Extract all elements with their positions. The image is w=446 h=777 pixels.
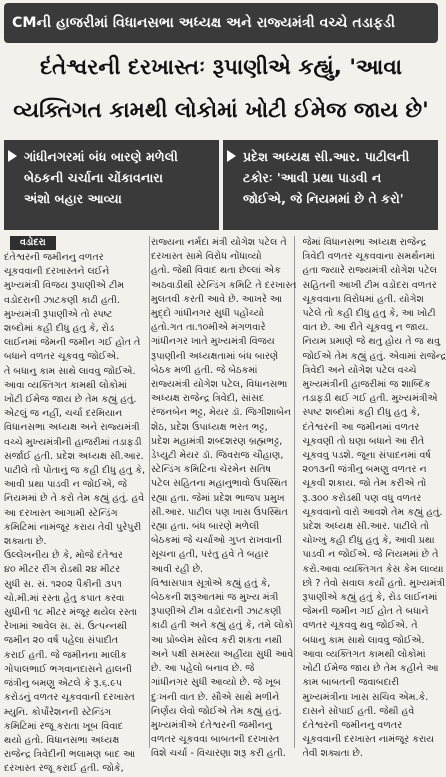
article-text-line: આ પ્રોબ્લેમ સોલ્વ કરી શકતા નથી bbox=[151, 634, 282, 646]
article-text-line: અને પક્ષી સમસ્યા અહીંયા સુધી આવે bbox=[151, 648, 294, 660]
article-text-line: રાજ્યમંત્રી યોગેશ પટેલ, વિધાનસભા bbox=[151, 379, 288, 391]
article-text-line: પટેલે તો કહી દીધુ હતુ કે, આ ખોટી bbox=[302, 308, 436, 320]
article-text-line: નિયમમાં છે તે કરો તેમ કહ્યું હતું. હવે bbox=[4, 493, 145, 505]
article-text-line: ડેપ્યુટી મેયર ડૉ. જિવરાજ ચૌહાણ, bbox=[151, 450, 284, 462]
article-text-line: જમીન ૨૦ વર્ષ પહેલા સંપાદીત bbox=[4, 635, 119, 647]
article-text-line: રૂપાણીએ કહ્યું હતું કે, રોડ લાઈનમાં bbox=[302, 592, 438, 604]
article-text-line: સુધી સ. સં. ૧૨૦૨ પૈકીની ૩૫૧ bbox=[4, 578, 122, 590]
article-text-line: રેખામાં આવેલ સ. સં. ઉત્પન્નથી bbox=[4, 621, 128, 633]
article-text-line: વળતર ચૂકવવા બાબતની દરખાસ્ત bbox=[151, 734, 280, 746]
article-text-line: દાસને સોંપાઈ હતી. જેથી હવે bbox=[302, 705, 415, 717]
headline bbox=[4, 46, 438, 132]
article-text-line: કમિટિમાં નામંજૂર કરાય તેવી પુરેપુરી bbox=[4, 521, 142, 533]
article-text-line: કરોડનું વળતર ચૂકવવાની દરખાસ્ત bbox=[4, 692, 135, 704]
article-text-line: છે. આ પહેલો બનાવ છે. જે bbox=[151, 663, 255, 675]
article-text-line: મ્યુનિ. કોર્પોરેશનની સ્ટેન્ડિંગ bbox=[4, 706, 112, 718]
article-text-line: હતો.ગત તા.૧૦મીએ મંગળવારે bbox=[151, 322, 266, 334]
article-text-line: બેઠકમાં જે ચર્ચાઓ ગુપ્ત રાખવાની bbox=[151, 535, 283, 547]
article-text-line: આવી પ્રથા પાડવી ન જોઈએ, જે bbox=[4, 479, 127, 491]
article-text-line: સ્ટેન્ડિંગ કમિટિના ચેરમેન સતિષ bbox=[151, 464, 271, 476]
article-text-line: વિશે ચર્ચા - વિચારણા શરૂ કરી હતી. bbox=[151, 748, 286, 760]
article-text-line: શેઠ, પ્રદેશ ઉપાધ્યક્ષ ભરત ભટ્ટ, bbox=[151, 421, 268, 433]
article-text-line: પ્રદેશ અધ્યક્ષ સી.આર. પાટીલે તો bbox=[302, 521, 430, 533]
article-text-line: બેઠકની શરૂઆતમાં જ મુખ્ય મંત્રી bbox=[151, 592, 279, 604]
article-text-line: લાઈનમાં જેમની જમીન ગઈ હોત તે bbox=[4, 337, 141, 349]
article-text-line: બેઠક મળી હતી. જે બેઠકમાં bbox=[151, 364, 258, 376]
article-text-line: પાડવી ન જોઈએ. જે નિયમમાં છે તે bbox=[302, 549, 439, 561]
triangle-bullet-icon bbox=[227, 150, 236, 162]
article-text-line: રૂપાણીની અધ્યક્ષતામાં બંધ બારણે bbox=[151, 350, 279, 362]
article-text-line: વિધાનસભા અધ્યક્ષ અને રાજ્યમંત્રી bbox=[4, 422, 140, 434]
article-text-line: જંત્રીનુ બમણુ એટલે કે રૂ.૬.૯૫ bbox=[4, 678, 123, 690]
article-text-line: ગાંધીનગર સુધી આવ્યો છે. જે ખૂબ bbox=[151, 677, 281, 689]
article-text-line: ચોખ્ખુ કહી દીધુ હતુ કે, આવી પ્રથા bbox=[302, 535, 435, 547]
article-text-line: સુધીની ૧૮ મીટર મંજૂર થયેલ રસ્તા bbox=[4, 607, 138, 619]
article-text-line: આવા વ્યક્તિગત કામથી લોકોમાં bbox=[302, 648, 426, 660]
article-text-line: આ દરખાસ્ત આગામી સ્ટેન્ડિંગ bbox=[4, 507, 118, 519]
dateline: વડોદરા bbox=[10, 236, 56, 250]
article-text-line: મુખ્યમંત્રી વિજય રૂપાણીએ ટીમ bbox=[4, 280, 125, 292]
article-text-line: દુઃખની વાત છે. સૌએ સાથે મળીને bbox=[151, 691, 280, 703]
article-text-line: દંતેશ્વરની જમીનનુ વળતર bbox=[4, 252, 104, 263]
article-text-line: ચૂકવી શકાય. જો તેમ કરીએ તો bbox=[302, 478, 427, 490]
article-text-line: ચૂકવવુ પડશે. જૂના સંપાદનમાં વર્ષ bbox=[302, 450, 431, 462]
article-text-line: સૂચના હતી, પરંતુ હવે તે બહાર bbox=[151, 549, 269, 561]
article-text-line: ચો.મી.માં રસ્તા હેતુ કપાત કરવા bbox=[4, 592, 125, 604]
article-text-line: જોઈએ તેમ કહ્યું હતું. એવામાં રાજેન્દ્ર bbox=[302, 350, 446, 362]
subheads bbox=[4, 140, 438, 230]
article-text-line: ચૂકવણી તો ઘણા બધાને આ રીતે bbox=[302, 435, 425, 447]
article-column-2 bbox=[151, 236, 297, 760]
article-text-line: ગોપાલભાઈ ભગવાનદાસને હાલની bbox=[4, 663, 132, 675]
article-text-line: સી.આર. પાટીલ પણ ખાસ ઉપસ્થિત bbox=[151, 506, 288, 518]
article-text-line: રાજ્યના નર્મદા મંત્રી યોગેશ પટેલ તે bbox=[151, 237, 287, 248]
article-text-line: વળતર ચૂકવવુ થવુ જોઈએ. તે bbox=[302, 620, 418, 632]
article-text-line: થયો હતો. વિધાનસભા અધ્યક્ષ bbox=[4, 734, 120, 746]
triangle-bullet-icon bbox=[8, 150, 17, 162]
article-text-line: નિયમ પ્રમાણે જે થતુ હોય તે જ થવુ bbox=[302, 336, 441, 348]
subhead-right-line: જોઈએ, જે નિયમમાં છે તે કરો' bbox=[243, 191, 404, 206]
article-text-line: મુખ્યમંત્રીના ખાસ સચિવ એમ.કે. bbox=[302, 691, 429, 703]
kicker-banner: CMની હાજરીમાં વિધાનસભા અધ્યક્ષ અને રાજ્યમંત્રી વચ્ચે તડાફડી bbox=[4, 3, 438, 43]
article-text-line: સહિતની આખી ટીમ વડોદરા વળતર bbox=[302, 279, 437, 291]
article-text-line: રૂપાણીએ ટીમ વડોદરાની ઝાટકણી bbox=[151, 606, 282, 618]
article-text-line: મુલતવી કરતી આવે છે. આખરે આ bbox=[151, 293, 283, 305]
article-text-line: ત્રિવેદી અને યોગેશ પટેલ વચ્ચે bbox=[302, 364, 417, 376]
article-text-line: ચૂકવવાના વિરોધમાં હતી. યોગેશ bbox=[302, 293, 424, 305]
subhead-right bbox=[223, 140, 438, 230]
subhead-right-line: પ્રદેશ અધ્યક્ષ સી.આર. પાટીલની bbox=[243, 149, 410, 164]
article-text-line: ખોટી ઈમેજ જાય છે તેમ કહીને આ bbox=[302, 663, 439, 675]
article-text-line: ૨૦૧૩ની જંત્રીનુ બમણુ વળતર ન bbox=[302, 464, 427, 476]
article-text-line: મુખ્યમંત્રીએ દંતેશ્વરની જમીનનુ bbox=[151, 719, 272, 731]
article-text-line: વચ્ચે મુખ્યમંત્રીની હાજરીમાં તડાફડી bbox=[4, 436, 142, 448]
subhead-left bbox=[4, 140, 219, 230]
article-text-line: મુદ્દો ગાંધીનગર સુધી પહોંચ્યો bbox=[151, 308, 265, 320]
article-text-line: દંતેશ્વરની જમીનનુ વળતર bbox=[302, 719, 403, 731]
article-text-line: મુખ્યમંત્રી રૂપાણીએ તો સ્પષ્ટ bbox=[4, 308, 113, 320]
article-text-line: કાઢી હતી અને કહ્યું હતું કે, તમે લોકો bbox=[151, 620, 293, 632]
article-text-line: રહ્યા હતા. બંધ બારણે મળેલી bbox=[151, 521, 260, 533]
article-text-line: ખોટી ઈમેજ જાય છે તેમ કહ્યું હતું. bbox=[4, 394, 137, 406]
article-column-3 bbox=[302, 236, 446, 760]
article-text-line: દરખાસ્ત રજૂ કરાઈ હતી. જોકે, bbox=[4, 763, 124, 775]
article-text-line: ઉલ્લેખનીય છે કે, મોજે દંતેશ્વર bbox=[4, 550, 123, 562]
article-text-line: ચૂકવવાની દરખાસ્તને લઈને bbox=[4, 266, 110, 278]
article-column-1 bbox=[4, 236, 146, 775]
article-text-line: ૪૦ મીટર રીંગ રોડથી ૨૪ મીટર bbox=[4, 564, 121, 576]
article-text-line: બધાને વળતર ચૂકવવુ જોઈએ. bbox=[4, 351, 120, 363]
article-text-line: રંજનબેન ભટ્ટ, મેયર ડૉ. જિગીશાબેન bbox=[151, 407, 292, 419]
article-text-line: બધાનુ કામ સાથે લાવવુ જોઈએ. bbox=[302, 634, 425, 646]
subhead-left-line: ગાંધીનગરમાં બંધ બારણે મળેલી bbox=[24, 149, 178, 164]
article-text-line: ચૂકવવાની દરખાસ્ત નામંજૂર કરાય bbox=[302, 734, 435, 746]
article-text-line: તે બધાનુ કામ સાથે લાવવુ જોઈએ. bbox=[4, 365, 136, 377]
article-text-line: કરાઈ હતી. જે જમીનના માલીક bbox=[4, 649, 127, 661]
article-text-line: એટલું જ નહીં, ચર્ચા દરમિયાન bbox=[4, 408, 123, 420]
article-text-line: સર્જાઈ હતી. પ્રદેશ અધ્યક્ષ સી.આર. bbox=[4, 450, 144, 462]
article-text-line: કમિટિમાં રજૂ કરાતા ખૂબ વિવાદ bbox=[4, 720, 124, 732]
article-text-line: કરો.આવા વ્યક્તિગત કેસ કેમ લાવ્યા bbox=[302, 563, 444, 575]
article-text-line: આવી રહી છે. bbox=[151, 563, 204, 575]
article-text-line: અઠવાડીથી સ્ટેન્ડિંગ કમિટિ તે દરખાસ્ત bbox=[151, 279, 297, 291]
article-text-line: ત્રિવેદી વળતર ચૂકવવાના સમર્થનમાં bbox=[302, 251, 435, 263]
headline-line-2: વ્યક્તિગત કામથી લોકોમાં ખોટી ઈમેજ જાય છે' bbox=[13, 98, 429, 123]
article-text-line: નિર્ણય લેવો જોઈએ તેમ કહ્યું હતું. bbox=[151, 705, 282, 717]
article-text-line: તડાફડી થઈ ગઈ હતી. મુખ્યમંત્રીએ bbox=[302, 393, 438, 405]
article-text-line: કામ બાબતની જવાબદારી bbox=[302, 677, 399, 689]
article-text-line: ગાંધીનગર ખાતે મુખ્યમંત્રી વિજય bbox=[151, 336, 275, 348]
article-text-line: મુખ્યમંત્રીની હાજરીમાં જ શાબ્દિક bbox=[302, 379, 431, 391]
article-text-line: રહ્યા હતા. જેમાં પ્રદેશ ભાજપ પ્રમુખ bbox=[151, 492, 285, 504]
article-text-line: વાત છે. આ રીતે ચૂકવવુ ન જાય. bbox=[302, 322, 429, 334]
article-text-line: ચૂકવવાનો વારો આવશે તેમ કહ્યું હતું. bbox=[302, 506, 443, 518]
article-text-line: જેમાં વિધાનસભા અધ્યક્ષ રાજેન્દ્ર bbox=[302, 237, 427, 248]
article-text-line: હતો. જેથી વિવાદ થતા છેલ્લાં એક bbox=[151, 265, 281, 277]
subhead-left-line: અંશો બહાર આવ્યા bbox=[24, 191, 122, 206]
article-text-line: જેમની જમીન ગઈ હોત તે બધાને bbox=[302, 606, 429, 618]
article-text-line: દરખાસ્ત સામે વિરોધ નોંધાવ્યો bbox=[151, 251, 262, 263]
article-text-line: રાજેન્દ્ર ત્રિવેદીની ભલામણ બાદ આ bbox=[4, 749, 136, 761]
article-text-line: રૂ.૩૦૦ કરોડથી પણ વધુ વળતર bbox=[302, 492, 422, 504]
article-text-line: વિશ્વાસપાત્ર સૂત્રોએ કહ્યું હતું કે, bbox=[151, 577, 271, 589]
article-text-line: પ્રદેશ મહામંત્રી શબ્દશરણ બ્રહ્મભટ્ટ, bbox=[151, 435, 283, 447]
article-text-line: સ્પષ્ટ શબ્દોમાં કહી દીધુ હતુ કે, bbox=[302, 407, 420, 419]
article-text-line: હતા જ્યારે રાજ્યમંત્રી યોગેશ પટેલ bbox=[302, 265, 438, 277]
article-text-line: શક્યતા છે. bbox=[4, 536, 47, 548]
article-text-line: દંતેશ્વરની આ જમીનમાં વળતર bbox=[302, 421, 420, 433]
article-text-line: શબ્દોમાં કહી દીધુ હતુ કે, રોડ bbox=[4, 323, 115, 335]
article-text-line: આવા વ્યક્તિગત કામથી લોકોમાં bbox=[4, 379, 128, 391]
subhead-right-line: ટકોરઃ 'આવી પ્રથા પાડવી ન bbox=[243, 170, 382, 185]
article-text-line: તેવી શક્યતા છે. bbox=[302, 748, 363, 760]
article-text-line: પટેલ સહિતના મહાનુભાવો ઉપસ્થિત bbox=[151, 478, 288, 490]
subhead-left-line: બેઠકની ચર્ચાના ચોંકાવનારા bbox=[24, 170, 163, 185]
article-text-line: અધ્યક્ષ રાજેન્દ્ર ત્રિવેદી, સાંસદ bbox=[151, 393, 265, 405]
article-text-line: વડોદરાની ઝાટકણી કાઢી હતી. bbox=[4, 294, 120, 306]
article-body bbox=[4, 236, 446, 775]
headline-line-1: દંતેશ્વરની દરખાસ્તઃ રૂપાણીએ કહ્યું, 'આવા bbox=[39, 55, 402, 80]
article-text-line: પાટીલે તો પોતાનું જ કહી દીધુ હતુ કે, bbox=[4, 465, 146, 477]
article-text-line: છો ? તેવો સવાલ કર્યો હતો. મુખ્યમંત્રી bbox=[302, 577, 446, 589]
